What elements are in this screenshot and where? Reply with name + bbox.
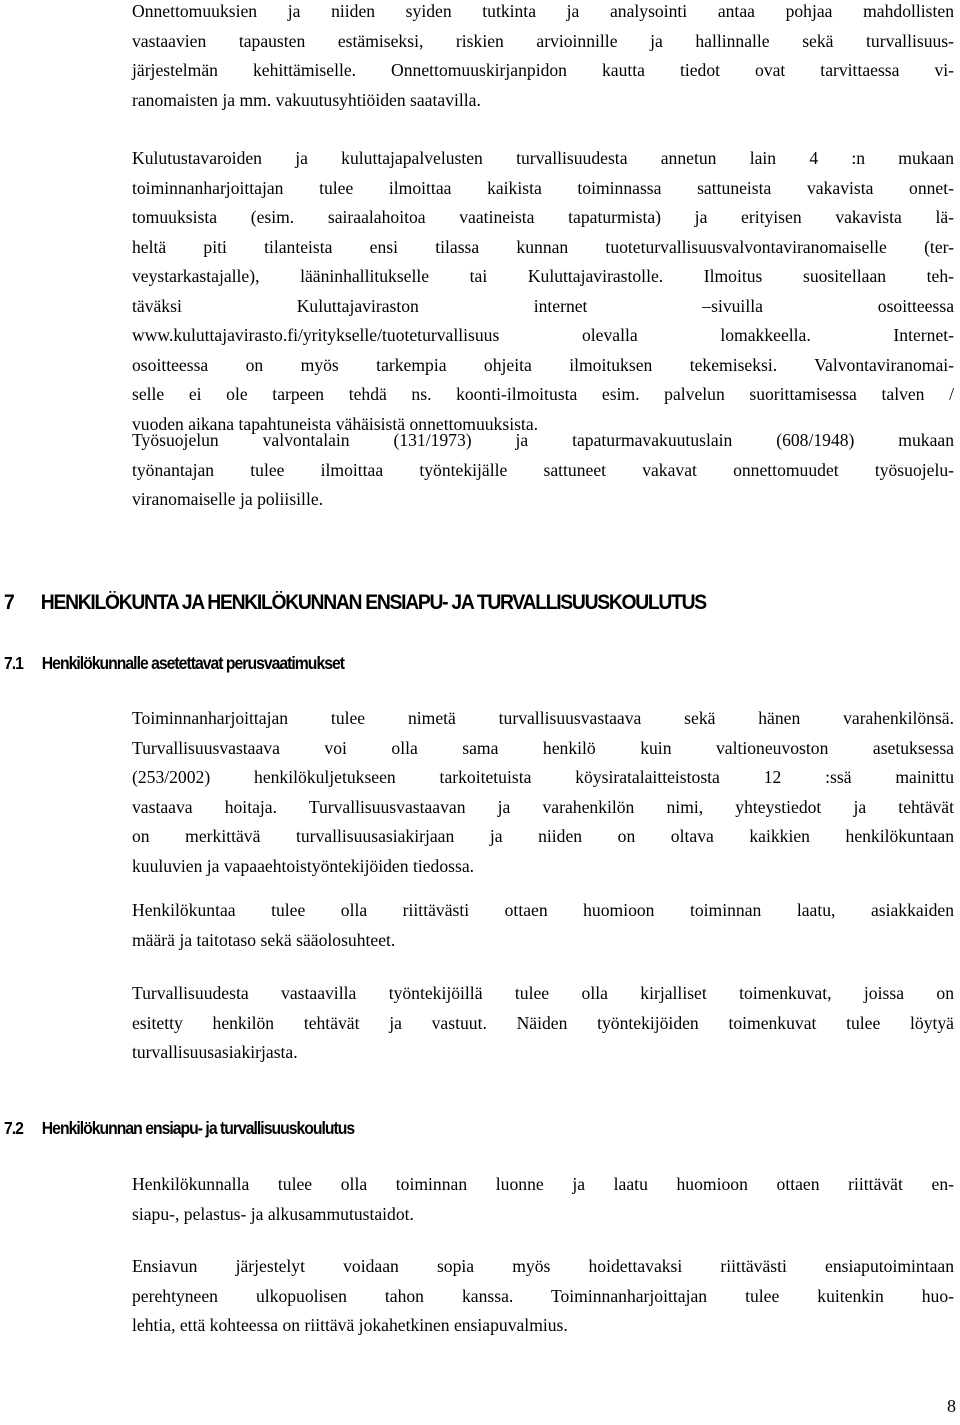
paragraph-staffing xyxy=(132,896,954,955)
text-line: Onnettomuuksien ja niiden syiden tutkinta ja analysointi antaa pohjaa mahdollisten xyxy=(132,1,954,21)
section-number: 7.1 xyxy=(4,653,23,673)
text-line: Toiminnanharjoittajan tulee nimetä turvallisuusvastaava sekä hänen varahenkilönsä. xyxy=(132,708,954,728)
text-line: Henkilökuntaa tulee olla riittävästi ottaen huomioon toiminnan laatu, asiakkaiden xyxy=(132,900,954,920)
section-number: 7 xyxy=(4,591,14,614)
text-line: työnantajan tulee ilmoittaa työntekijälle sattuneet vakavat onnettomuudet työsuojelu- xyxy=(132,459,954,480)
section-heading-7-2 xyxy=(4,1118,354,1139)
text-line: kuuluvien ja vapaaehtoistyöntekijöiden tiedossa. xyxy=(132,855,475,876)
text-line: järjestelmän kehittämiselle. Onnettomuuskirjanpidon kautta tiedot ovat tarvittaessa vi- xyxy=(132,60,954,80)
paragraph-accident-analysis xyxy=(132,0,954,115)
text-line: lehtia, että kohteessa on riittävä jokahetkinen ensiapuvalmius. xyxy=(132,1315,568,1335)
section-title: HENKILÖKUNTA JA HENKILÖKUNNAN ENSIAPU- JA TURVALLISUUSKOULUTUS xyxy=(40,591,706,614)
text-line: Henkilökunnalla tulee olla toiminnan luonne ja laatu huomioon ottaen riittävät en- xyxy=(132,1174,954,1194)
text-line: Turvallisuusvastaava voi olla sama henkilö kuin valtioneuvoston asetuksessa xyxy=(132,737,954,758)
text-line: toiminnanharjoittajan tulee ilmoittaa kaikista toiminnassa sattuneista vakavista onnet- xyxy=(132,177,954,198)
page-number: 8 xyxy=(947,1396,956,1416)
paragraph-occupational-safety xyxy=(132,426,954,515)
paragraph-first-aid-skills xyxy=(132,1170,954,1229)
text-line: vuoden aikana tapahtuneista vähäisistä onnettomuuksista. xyxy=(132,413,539,434)
section-title: Henkilökunnan ensiapu- ja turvallisuuskoulutus xyxy=(41,1118,355,1138)
paragraph-job-descriptions xyxy=(132,979,954,1068)
section-number: 7.2 xyxy=(4,1118,23,1138)
text-line: (253/2002) henkilökuljetukseen tarkoitetuista köysiratalaitteistosta 12 :ssä mainittu xyxy=(132,767,954,787)
text-line: ranomaisten ja mm. vakuutusyhtiöiden saatavilla. xyxy=(132,89,481,110)
text-line: täväksi Kuluttajaviraston internet –sivuilla osoitteessa xyxy=(132,295,954,316)
text-line: siapu-, pelastus- ja alkusammutustaidot. xyxy=(132,1203,414,1224)
text-line: www.kuluttajavirasto.fi/yritykselle/tuoteturvallisuus olevalla lomakkeella. Internet- xyxy=(132,325,954,345)
text-line: turvallisuusasiakirjasta. xyxy=(132,1042,298,1062)
text-line: tomuuksista (esim. sairaalahoitoa vaatineista tapaturmista) ja erityisen vakavista lä- xyxy=(132,207,954,227)
text-line: viranomaiselle ja poliisille. xyxy=(132,489,324,509)
text-line: esitetty henkilön tehtävät ja vastuut. Näiden työntekijöiden toimenkuvat tulee löytyä xyxy=(132,1012,954,1033)
text-line: vastaavien tapausten estämiseksi, riskien arvioinnille ja hallinnalle sekä turvallisuus- xyxy=(132,30,954,51)
paragraph-consumer-safety-reporting xyxy=(132,144,954,439)
text-line: määrä ja taitotaso sekä sääolosuhteet. xyxy=(132,929,396,950)
text-line: Turvallisuudesta vastaavilla työntekijöillä tulee olla kirjalliset toimenkuvat, joissa on xyxy=(132,983,954,1003)
text-line: perehtyneen ulkopuolisen tahon kanssa. Toiminnanharjoittajan tulee kuitenkin huo- xyxy=(132,1285,954,1306)
text-line: on merkittävä turvallisuusasiakirjaan ja niiden on oltava kaikkien henkilökuntaan xyxy=(132,826,954,846)
text-line: heltä piti tilanteista ensi tilassa kunnan tuoteturvallisuusvalvontaviranomaiselle (ter- xyxy=(132,236,954,257)
text-line: Kulutustavaroiden ja kuluttajapalvelusten turvallisuudesta annetun lain 4 :n mukaan xyxy=(132,148,954,168)
paragraph-first-aid-arrangements xyxy=(132,1252,954,1341)
paragraph-safety-officer xyxy=(132,704,954,881)
text-line: selle ei ole tarpeen tehdä ns. koonti-ilmoitusta esim. palvelun suorittamisessa talven / xyxy=(132,384,954,404)
text-line: Työsuojelun valvontalain (131/1973) ja tapaturmavakuutuslain (608/1948) mukaan xyxy=(132,430,954,450)
section-title: Henkilökunnalle asetettavat perusvaatimukset xyxy=(41,653,345,673)
text-line: veystarkastajalle), lääninhallitukselle tai Kuluttajavirastolle. Ilmoitus suositellaan teh- xyxy=(132,266,954,286)
text-line: Ensiavun järjestelyt voidaan sopia myös hoidettavaksi riittävästi ensiaputoimintaan xyxy=(132,1256,954,1276)
text-line: vastaava hoitaja. Turvallisuusvastaavan ja varahenkilön nimi, yhteystiedot ja tehtävät xyxy=(132,796,954,817)
section-heading-7 xyxy=(4,591,706,615)
section-heading-7-1 xyxy=(4,653,344,674)
text-line: osoitteessa on myös tarkempia ohjeita ilmoituksen tekemiseksi. Valvontaviranomai- xyxy=(132,354,954,375)
